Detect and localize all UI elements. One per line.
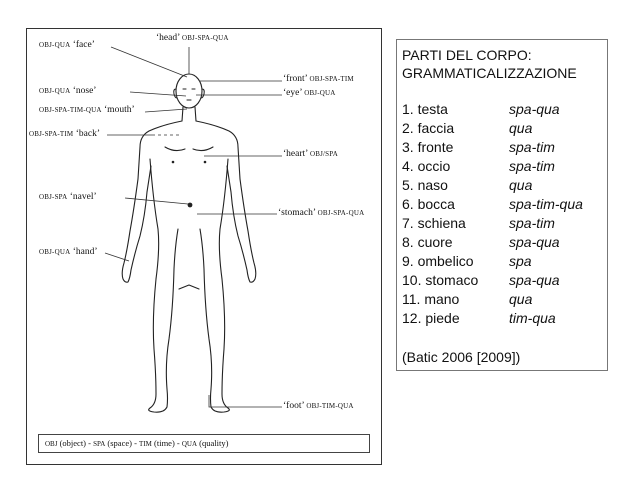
label-navel	[39, 192, 97, 203]
head-outline	[176, 74, 202, 108]
grammaticalization-panel	[396, 39, 608, 371]
label-stomach-tag: OBJ-SPA-QUA	[317, 209, 365, 217]
right-arm-outline	[196, 121, 256, 282]
grammatical-category: spa-tim-qua	[509, 196, 583, 212]
label-stomach-word: ‘stomach’	[278, 208, 316, 218]
label-hand-word: ‘hand’	[72, 247, 98, 257]
label-foot-word: ‘foot’	[283, 401, 304, 411]
label-hand	[39, 247, 98, 258]
label-heart	[283, 149, 338, 160]
label-face	[39, 40, 95, 51]
chest-outline	[165, 147, 213, 151]
label-eye-word: ‘eye’	[283, 88, 302, 98]
left-arm-outline	[122, 121, 182, 282]
body-part-name: 3. fronte	[402, 139, 454, 155]
body-part-name: 1. testa	[402, 101, 448, 117]
label-back	[29, 129, 100, 140]
body-part-name: 2. faccia	[402, 120, 455, 136]
grammatical-category: spa	[509, 253, 532, 269]
label-mouth-tag: OBJ-SPA-TIM-QUA	[39, 106, 102, 114]
grammatical-category: spa-qua	[509, 272, 560, 288]
label-heart-word: ‘heart’	[283, 149, 308, 159]
panel-title	[402, 46, 577, 82]
label-back-tag: OBJ-SPA-TIM	[29, 130, 74, 138]
body-part-name: 10. stomaco	[402, 272, 479, 288]
panel-title-line2: GRAMMATICALIZZAZIONE	[402, 65, 577, 81]
label-back-word: ‘back’	[75, 129, 100, 139]
grammatical-category: spa-qua	[509, 234, 560, 250]
body-part-name: 5. naso	[402, 177, 448, 193]
legend-description: (quality)	[197, 438, 229, 448]
label-head-tag: OBJ-SPA-QUA	[181, 34, 229, 42]
label-front-tag: OBJ-SPA-TIM	[309, 75, 354, 83]
body-part-name: 11. mano	[402, 291, 460, 307]
grammatical-category: tim-qua	[509, 310, 556, 326]
nose-pointer	[130, 92, 186, 96]
legend-tag: SPA	[93, 440, 106, 448]
body-part-name: 12. piede	[402, 310, 460, 326]
label-front	[283, 74, 354, 85]
legend-description: (time) -	[151, 438, 182, 448]
label-foot	[283, 401, 354, 412]
body-part-name: 8. cuore	[402, 234, 453, 250]
label-heart-tag: OBJ/SPA	[309, 150, 338, 158]
label-hand-tag: OBJ-QUA	[39, 248, 71, 256]
navel-dot	[188, 203, 193, 208]
pointer-lines	[105, 47, 282, 407]
right-leg-outline	[200, 159, 229, 412]
legend-tag: OBJ	[45, 440, 58, 448]
body-part-name: 9. ombelico	[402, 253, 474, 269]
label-nose-tag: OBJ-QUA	[39, 87, 71, 95]
legend-tag: TIM	[139, 440, 152, 448]
grammatical-category: spa-tim	[509, 158, 555, 174]
mouth-pointer	[145, 109, 187, 112]
foot-pointer	[209, 395, 282, 407]
label-eye	[283, 88, 336, 99]
abbreviation-legend	[38, 434, 370, 453]
grammatical-category: spa-qua	[509, 101, 560, 117]
ears	[174, 89, 205, 98]
label-front-word: ‘front’	[283, 74, 308, 84]
grammatical-category: qua	[509, 120, 533, 136]
label-navel-word: ‘navel’	[69, 192, 97, 202]
label-nose-word: ‘nose’	[72, 86, 97, 96]
label-face-word: ‘face’	[72, 40, 95, 50]
grammatical-category: spa-tim	[509, 139, 555, 155]
left-leg-outline	[149, 159, 178, 412]
panel-title-line1: PARTI DEL CORPO:	[402, 47, 532, 63]
label-head-word: ‘head’	[156, 33, 180, 43]
label-head	[156, 33, 229, 44]
grammatical-category: qua	[509, 177, 533, 193]
body-part-name: 4. occio	[402, 158, 451, 174]
label-eye-tag: OBJ-QUA	[304, 89, 336, 97]
body-part-name: 7. schiena	[402, 215, 466, 231]
body-diagram	[26, 28, 382, 465]
face-pointer	[111, 47, 187, 77]
label-mouth-word: ‘mouth’	[104, 105, 135, 115]
label-nose	[39, 86, 96, 97]
grammatical-category: spa-tim	[509, 215, 555, 231]
grammatical-category: qua	[509, 291, 533, 307]
legend-description: (object) -	[57, 438, 94, 448]
label-face-tag: OBJ-QUA	[39, 41, 71, 49]
left-nipple	[172, 161, 175, 164]
legend-tag: QUA	[181, 440, 198, 448]
legend-description: (space) -	[105, 438, 140, 448]
label-stomach	[278, 208, 364, 219]
label-navel-tag: OBJ-SPA	[39, 193, 68, 201]
label-mouth	[39, 105, 135, 116]
crotch-outline	[179, 285, 199, 289]
body-part-name: 6. bocca	[402, 196, 455, 212]
right-nipple	[204, 161, 207, 164]
label-foot-tag: OBJ-TIM-QUA	[306, 402, 354, 410]
citation: (Batic 2006 [2009])	[402, 349, 521, 365]
